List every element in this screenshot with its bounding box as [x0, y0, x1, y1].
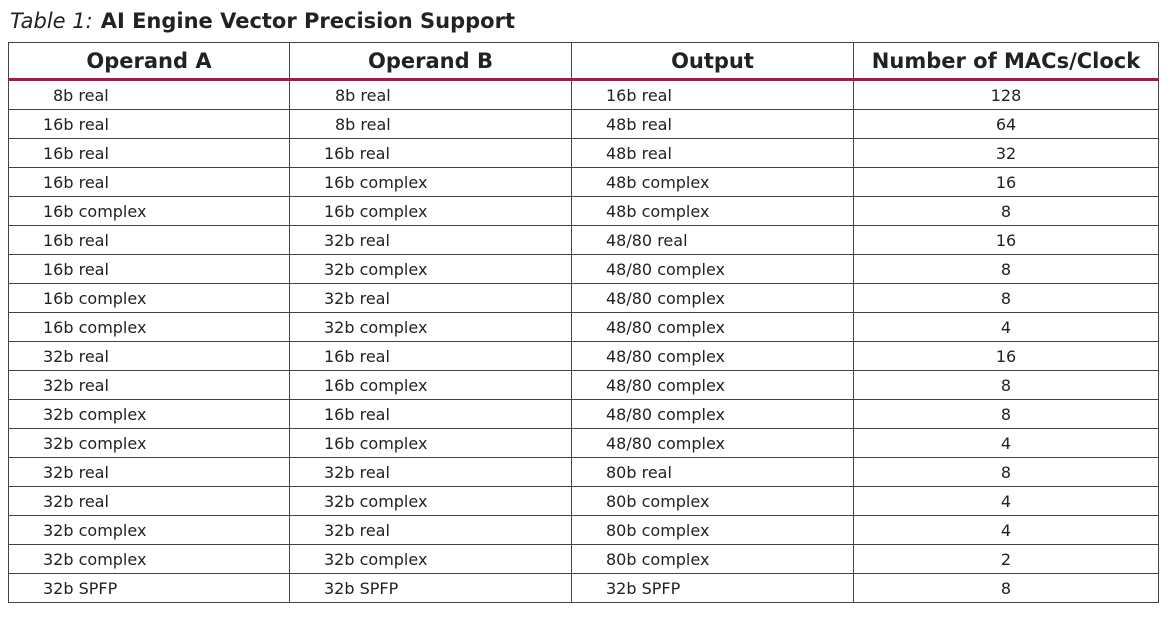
cell-macs: 8: [854, 255, 1159, 284]
cell-operand-a: 16b real: [9, 168, 290, 197]
cell-output: 80b real: [572, 458, 854, 487]
precision-table: [8, 42, 1159, 603]
cell-output: 80b complex: [572, 545, 854, 574]
cell-operand-b: 32b real: [290, 226, 572, 255]
cell-operand-a: 32b complex: [9, 545, 290, 574]
table-row: [9, 545, 1159, 574]
cell-operand-b: 32b real: [290, 516, 572, 545]
cell-operand-a: 32b complex: [9, 516, 290, 545]
cell-output: 48b complex: [572, 168, 854, 197]
table-row: [9, 487, 1159, 516]
cell-operand-b: 32b real: [290, 458, 572, 487]
cell-operand-b: 8b real: [290, 110, 572, 139]
cell-operand-b: 32b complex: [290, 487, 572, 516]
cell-macs: 4: [854, 313, 1159, 342]
header-row: [9, 43, 1159, 80]
cell-operand-a: 32b real: [9, 342, 290, 371]
cell-operand-a: 32b complex: [9, 429, 290, 458]
cell-operand-b: 16b real: [290, 139, 572, 168]
cell-macs: 4: [854, 429, 1159, 458]
cell-output: 48/80 complex: [572, 255, 854, 284]
cell-output: 48/80 real: [572, 226, 854, 255]
cell-output: 48/80 complex: [572, 371, 854, 400]
table-row: [9, 458, 1159, 487]
cell-macs: 8: [854, 371, 1159, 400]
header-operand-a: Operand A: [9, 43, 290, 80]
cell-output: 48b complex: [572, 197, 854, 226]
table-caption: [10, 6, 515, 36]
cell-macs: 8: [854, 400, 1159, 429]
cell-operand-a: 16b complex: [9, 197, 290, 226]
cell-operand-b: 16b complex: [290, 168, 572, 197]
cell-output: 48b real: [572, 139, 854, 168]
cell-macs: 128: [854, 80, 1159, 110]
cell-macs: 8: [854, 284, 1159, 313]
cell-macs: 8: [854, 574, 1159, 603]
cell-macs: 4: [854, 487, 1159, 516]
table-row: [9, 139, 1159, 168]
table-row: [9, 255, 1159, 284]
table-row: [9, 371, 1159, 400]
cell-operand-b: 32b SPFP: [290, 574, 572, 603]
cell-macs: 64: [854, 110, 1159, 139]
cell-operand-a: 32b real: [9, 458, 290, 487]
cell-operand-b: 16b real: [290, 400, 572, 429]
header-output: Output: [572, 43, 854, 80]
header-operand-b: Operand B: [290, 43, 572, 80]
table-row: [9, 226, 1159, 255]
cell-output: 48/80 complex: [572, 400, 854, 429]
cell-macs: 16: [854, 342, 1159, 371]
cell-operand-b: 16b complex: [290, 429, 572, 458]
table-row: [9, 313, 1159, 342]
cell-macs: 16: [854, 226, 1159, 255]
cell-operand-b: 16b real: [290, 342, 572, 371]
table-row: [9, 429, 1159, 458]
cell-operand-b: 16b complex: [290, 371, 572, 400]
cell-operand-a: 16b real: [9, 139, 290, 168]
table-row: [9, 168, 1159, 197]
header-macs-per-clock: Number of MACs/Clock: [854, 43, 1159, 80]
cell-operand-b: 32b complex: [290, 313, 572, 342]
cell-macs: 8: [854, 197, 1159, 226]
cell-operand-b: 32b complex: [290, 545, 572, 574]
table-row: [9, 342, 1159, 371]
cell-output: 16b real: [572, 80, 854, 110]
cell-output: 80b complex: [572, 487, 854, 516]
cell-output: 48/80 complex: [572, 429, 854, 458]
cell-operand-b: 32b real: [290, 284, 572, 313]
caption-label: Table 1:: [10, 9, 93, 33]
cell-output: 48/80 complex: [572, 313, 854, 342]
caption-title: AI Engine Vector Precision Support: [100, 9, 516, 33]
cell-operand-a: 8b real: [9, 80, 290, 110]
cell-macs: 4: [854, 516, 1159, 545]
table-row: [9, 110, 1159, 139]
table-row: [9, 80, 1159, 110]
cell-operand-a: 16b complex: [9, 284, 290, 313]
cell-operand-b: 8b real: [290, 80, 572, 110]
cell-macs: 16: [854, 168, 1159, 197]
cell-operand-a: 16b complex: [9, 313, 290, 342]
table-row: [9, 197, 1159, 226]
cell-operand-a: 16b real: [9, 110, 290, 139]
cell-operand-a: 16b real: [9, 226, 290, 255]
cell-operand-a: 32b SPFP: [9, 574, 290, 603]
cell-output: 48b real: [572, 110, 854, 139]
table-row: [9, 284, 1159, 313]
cell-operand-a: 32b real: [9, 487, 290, 516]
cell-operand-a: 32b complex: [9, 400, 290, 429]
cell-macs: 8: [854, 458, 1159, 487]
table-row: [9, 516, 1159, 545]
cell-operand-a: 16b real: [9, 255, 290, 284]
table-row: [9, 400, 1159, 429]
cell-operand-b: 16b complex: [290, 197, 572, 226]
cell-output: 48/80 complex: [572, 284, 854, 313]
cell-output: 80b complex: [572, 516, 854, 545]
cell-operand-a: 32b real: [9, 371, 290, 400]
table-row: [9, 574, 1159, 603]
cell-operand-b: 32b complex: [290, 255, 572, 284]
cell-output: 32b SPFP: [572, 574, 854, 603]
cell-macs: 2: [854, 545, 1159, 574]
cell-macs: 32: [854, 139, 1159, 168]
cell-output: 48/80 complex: [572, 342, 854, 371]
